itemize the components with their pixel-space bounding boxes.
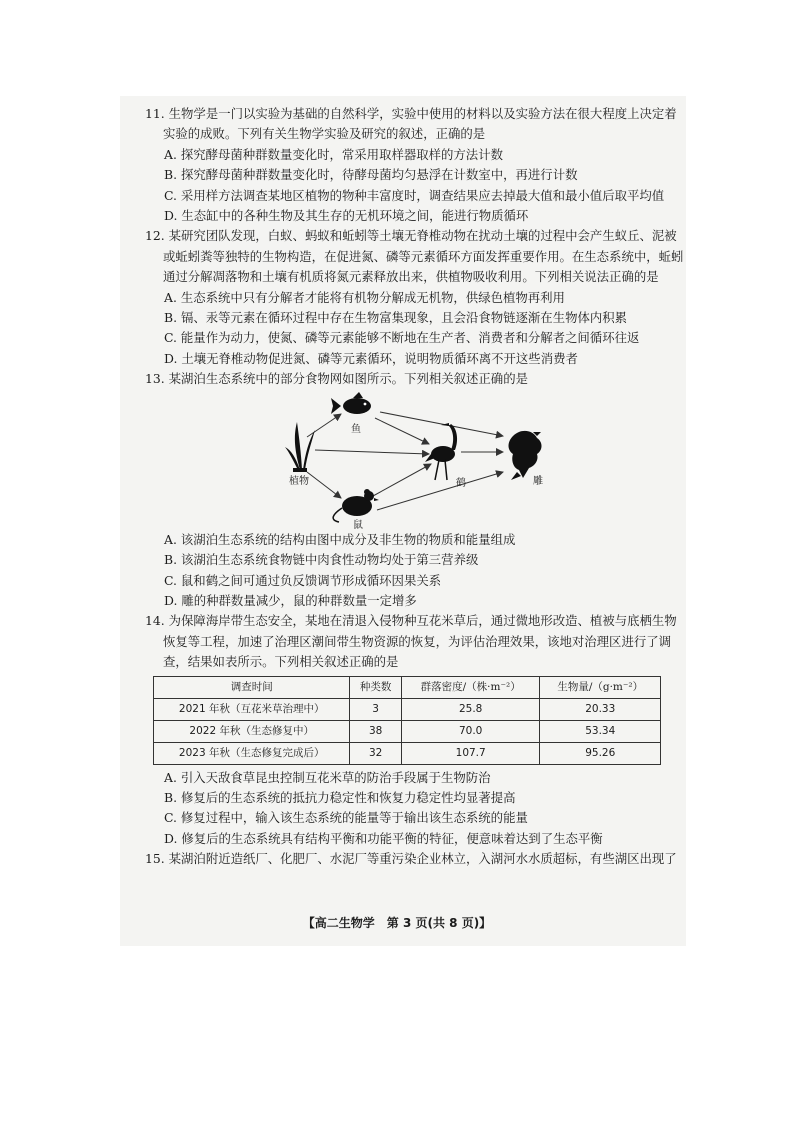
question-content: [145, 104, 685, 870]
table-cell: 2023 年秋（生态修复完成后）: [154, 742, 350, 764]
table-header: 生物量/（g·m⁻²）: [540, 676, 661, 698]
q13-option-b: B. 该湖泊生态系统食物链中肉食性动物均处于第三营养级: [164, 552, 479, 568]
table-cell: 107.7: [401, 742, 540, 764]
arrow-fish-crane: [375, 418, 429, 444]
arrow-plant-crane: [315, 450, 429, 454]
arrow-plant-fish: [307, 414, 341, 437]
rat-icon: [333, 489, 379, 522]
table-cell: 25.8: [401, 698, 540, 720]
q14-stem: 14. 为保障海岸带生态安全，某地在清退入侵物种互花米草后，通过微地形改造、植被与底栖生物恢复等工程，加速了治理区潮间带生物资源的恢复，为评估治理效果，该地对治理区进行了调查，结果如表所示。下列相关叙述正确的是: [145, 613, 677, 670]
q12-option-b: B. 镉、汞等元素在循环过程中存在生物富集现象，且会沿食物链逐渐在生物体内积累: [164, 310, 628, 326]
arrow-plant-rat: [307, 472, 341, 498]
q11-option-d: D. 生态缸中的各种生物及其生存的无机环境之间，能进行物质循环: [164, 208, 529, 224]
q14-option-c: C. 修复过程中，输入该生态系统的能量等于输出该生态系统的能量: [164, 810, 528, 826]
label-crane: 鹤: [456, 477, 466, 489]
label-rat: 鼠: [353, 519, 363, 531]
q13-option-c: C. 鼠和鹤之间可通过负反馈调节形成循环因果关系: [164, 572, 442, 588]
q12-option-c: C. 能量作为动力，使氮、磷等元素能够不断地在生产者、消费者和分解者之间循环往返: [164, 330, 640, 346]
table-row: [154, 720, 661, 742]
q13-stem: 13. 某湖泊生态系统中的部分食物网如图所示。下列相关叙述正确的是: [145, 371, 528, 387]
q12-option-a: A. 生态系统中只有分解者才能将有机物分解成无机物，供绿色植物再利用: [164, 289, 565, 305]
table-cell: 53.34: [540, 720, 661, 742]
table-cell: 38: [350, 720, 401, 742]
q11-option-a: A. 探究酵母菌种群数量变化时，常采用取样器取样的方法计数: [164, 146, 503, 162]
table-cell: 32: [350, 742, 401, 764]
plant-icon: [285, 422, 315, 472]
eagle-icon: [509, 431, 542, 480]
table-cell: 3: [350, 698, 401, 720]
q12-stem: 12. 某研究团队发现，白蚁、蚂蚁和蚯蚓等土壤无脊椎动物在扰动土壤的过程中会产生蚁丘、泥被或蚯蚓粪等独特的生物构造，在促进氮、磷等元素循环方面发挥重要作用。在生态系统中，蚯蚓通过分解凋落物和土壤有机质将氮元素释放出来，供植物吸收利用。下列相关说法正确的是: [145, 228, 684, 285]
q11-stem: 11. 生物学是一门以实验为基础的自然科学，实验中使用的材料以及实验方法在很大程度上决定着实验的成败。下列有关生物学实验及研究的叙述，正确的是: [145, 106, 677, 142]
crane-icon: [425, 423, 457, 480]
survey-table: [153, 676, 661, 765]
table-header: 种类数: [350, 676, 401, 698]
table-cell: 95.26: [540, 742, 661, 764]
q13-option-a: A. 该湖泊生态系统的结构由图中成分及非生物的物质和能量组成: [164, 531, 516, 547]
table-cell: 20.33: [540, 698, 661, 720]
q11-option-c: C. 采用样方法调查某地区植物的物种丰富度时，调查结果应去掉最大值和最小值后取平均值: [164, 187, 665, 203]
table-row: [154, 742, 661, 764]
table-header-row: [154, 676, 661, 698]
table-header: 调查时间: [154, 676, 350, 698]
table-cell: 2021 年秋（互花米草治理中）: [154, 698, 350, 720]
table-header: 群落密度/（株·m⁻²）: [401, 676, 540, 698]
label-plant: 植物: [289, 475, 309, 487]
table-row: [154, 698, 661, 720]
arrow-fish-eagle: [380, 412, 503, 436]
q14-option-a: A. 引入天敌食草昆虫控制互花米草的防治手段属于生物防治: [164, 769, 491, 785]
q15-stem: 15. 某湖泊附近造纸厂、化肥厂、水泥厂等重污染企业林立，入湖河水水质超标，有些湖区出现了: [145, 851, 677, 867]
page-footer: 【高二生物学 第 3 页(共 8 页)】: [302, 916, 492, 930]
q11-option-b: B. 探究酵母菌种群数量变化时，待酵母菌均匀悬浮在计数室中，再进行计数: [164, 167, 578, 183]
food-web-diagram: [145, 392, 685, 531]
q13-option-d: D. 雕的种群数量减少，鼠的种群数量一定增多: [164, 592, 417, 608]
table-cell: 70.0: [401, 720, 540, 742]
arrow-rat-eagle: [377, 472, 503, 510]
q14-option-d: D. 修复后的生态系统具有结构平衡和功能平衡的特征，便意味着达到了生态平衡: [164, 830, 603, 846]
arrow-rat-crane: [373, 464, 431, 496]
label-fish: 鱼: [351, 423, 361, 435]
q14-option-b: B. 修复后的生态系统的抵抗力稳定性和恢复力稳定性均显著提高: [164, 789, 516, 805]
fish-icon: [331, 392, 371, 414]
label-eagle: 雕: [533, 475, 543, 487]
table-cell: 2022 年秋（生态修复中）: [154, 720, 350, 742]
food-web-svg: [145, 392, 685, 526]
q12-option-d: D. 土壤无脊椎动物促进氮、磷等元素循环，说明物质循环离不开这些消费者: [164, 350, 578, 366]
